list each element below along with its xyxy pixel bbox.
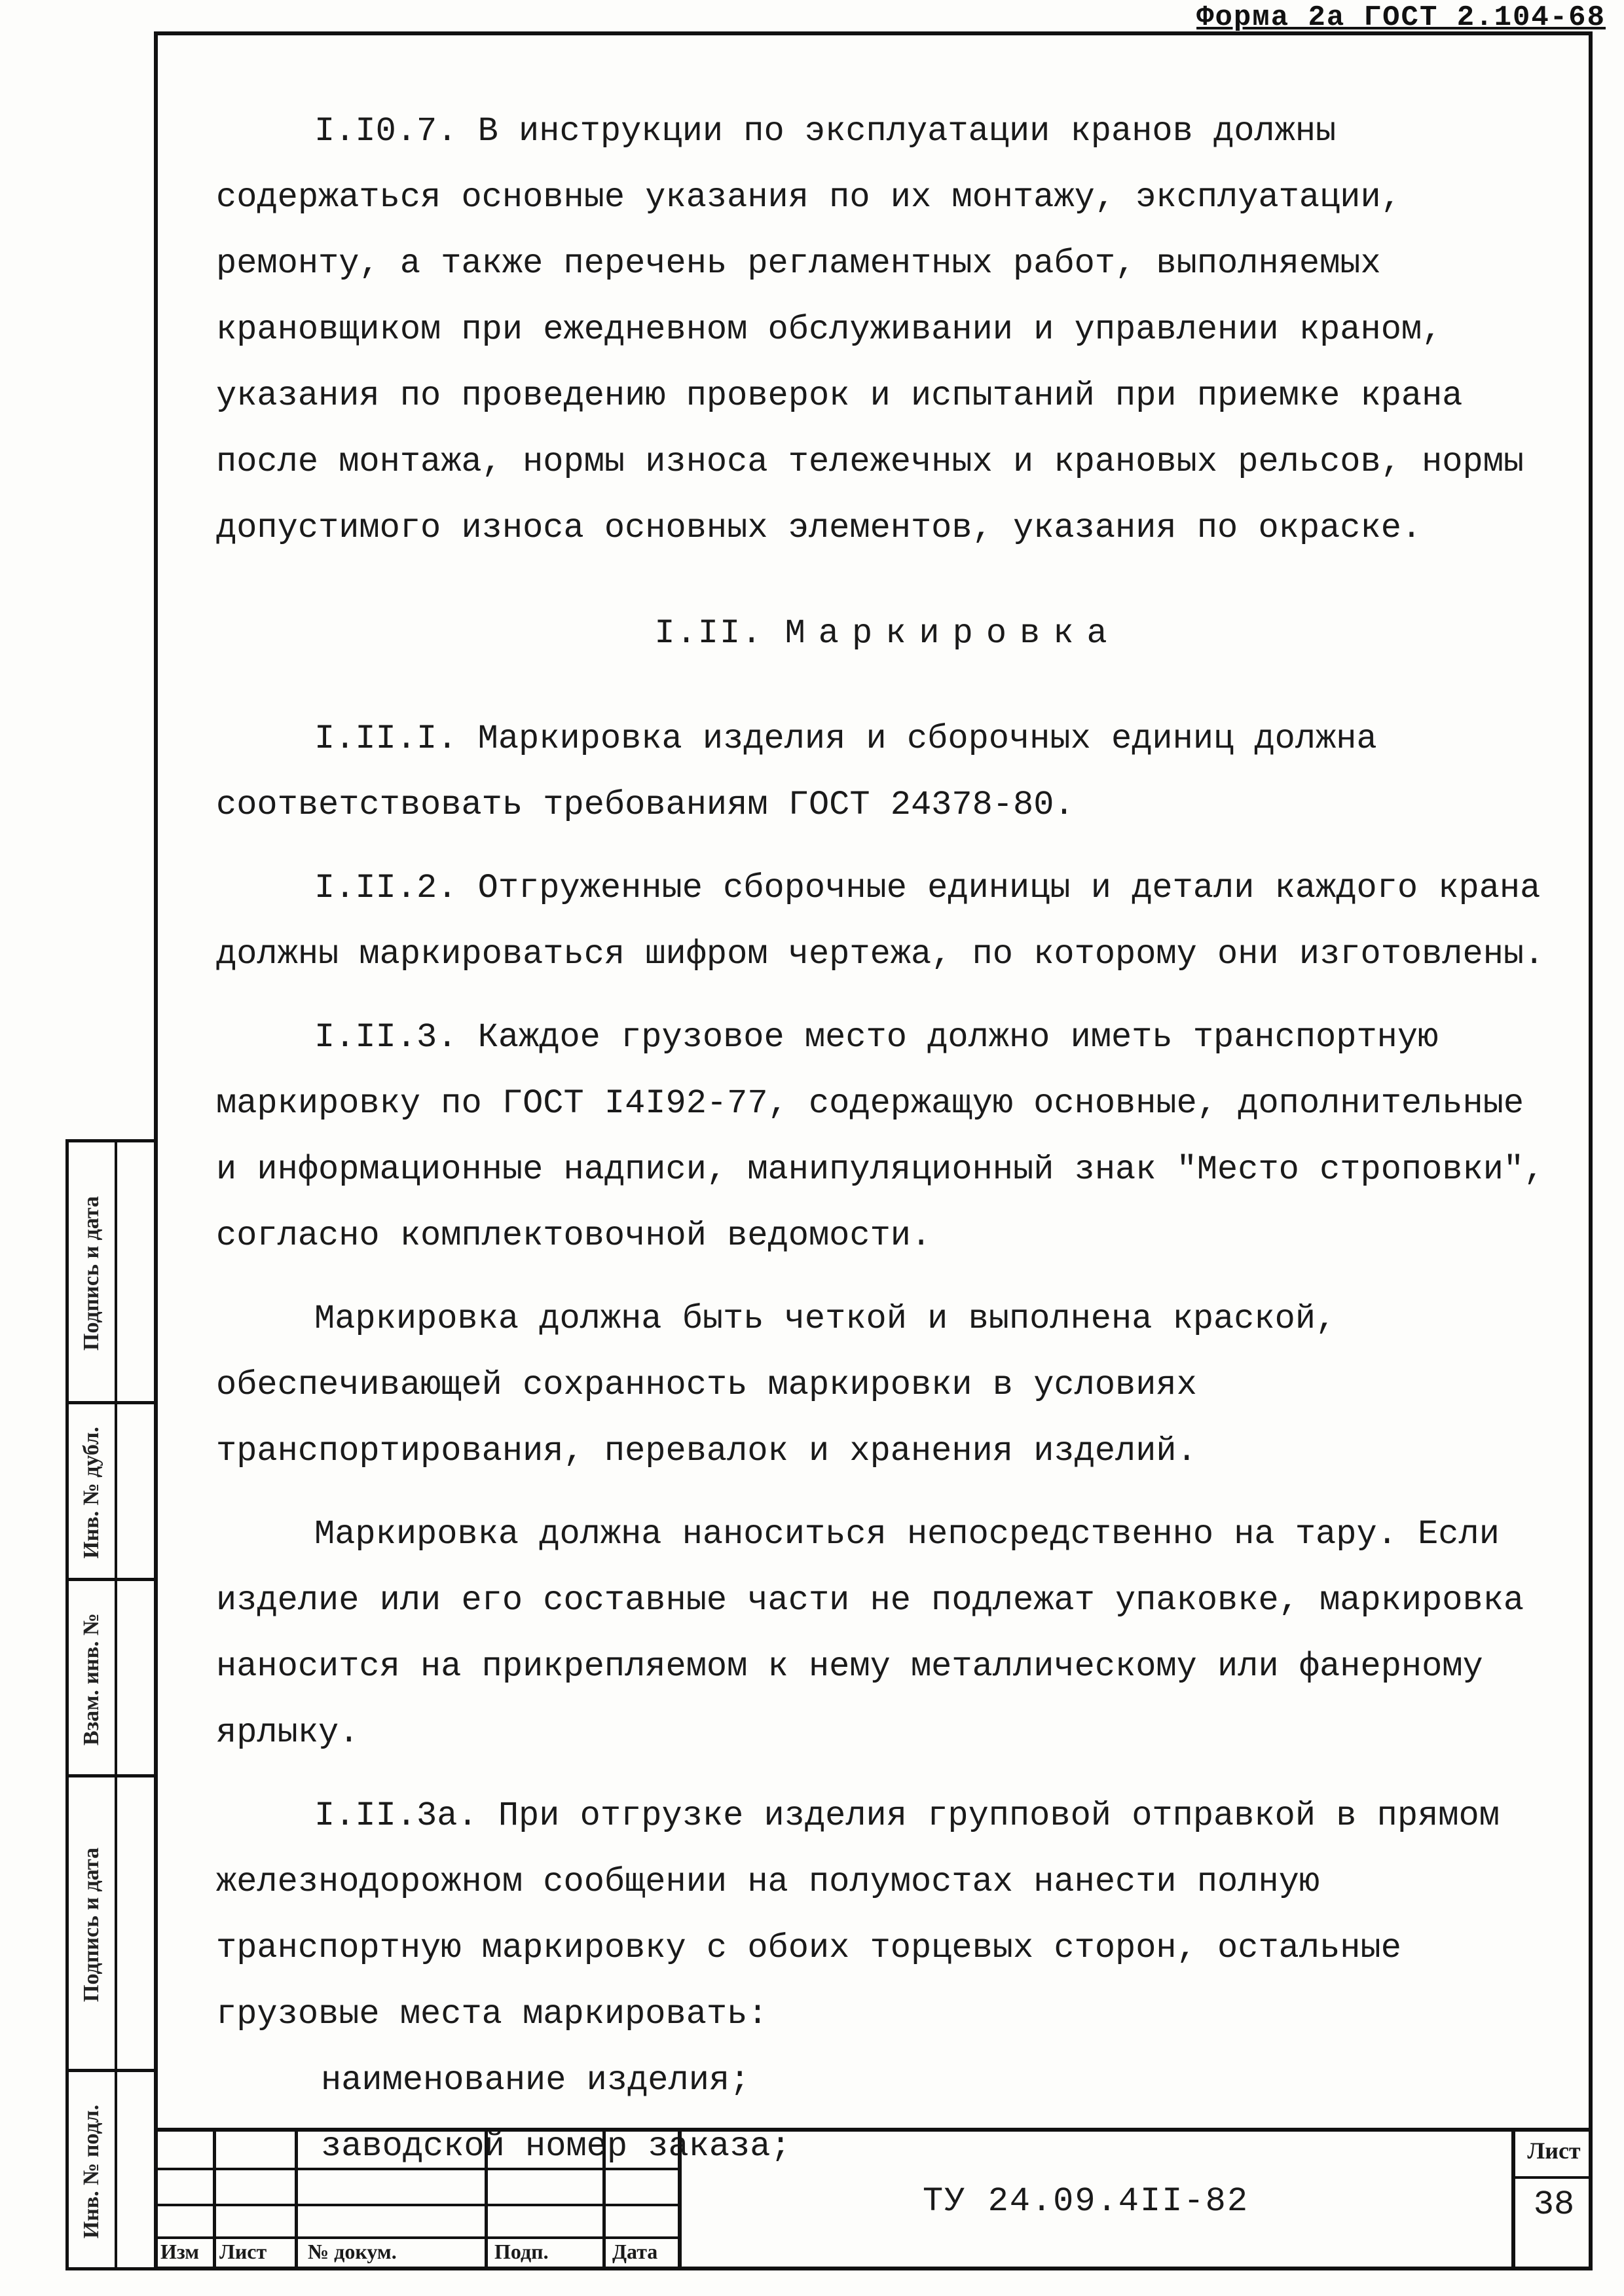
form-note: Форма 2а ГОСТ 2.104-68 — [1196, 1, 1606, 34]
title-block — [154, 2128, 1593, 2270]
paragraph-1-11-2: I.II.2. Отгруженные сборочные единицы и детали каждого крана должны маркироваться шифром чертежа, по которому они изготовлены. — [216, 869, 1545, 974]
strip-label-replacement-no: Взам. инв. № — [79, 1613, 103, 1746]
left-margin-strip — [65, 1139, 158, 2270]
label-signature: Подп. — [494, 2240, 549, 2263]
label-change: Изм — [160, 2240, 200, 2263]
sheet-label: Лист — [1527, 2138, 1581, 2164]
document-body — [216, 98, 1559, 2179]
grid-col-line — [602, 2132, 606, 2270]
strip-label-duplicate-no: Инв. № дубл. — [79, 1427, 104, 1559]
list-item: заводской номер заказа; — [321, 2127, 791, 2166]
paragraph-1-11-1: I.II.I. Маркировка изделия и сборочных единиц должна соответствовать требованиям ГОСТ 24378-80. — [216, 720, 1377, 824]
grid-row-line — [154, 2204, 678, 2206]
grid-col-line — [295, 2132, 298, 2270]
sheet-box — [1511, 2132, 1593, 2270]
strip-label-signature-date-bottom: Подпись и дата — [79, 1848, 104, 2002]
document-code: ТУ 24.09.4II-82 — [678, 2132, 1490, 2270]
paragraph-marking-placement: Маркировка должна наноситься непосредственно на тару. Если изделие или его составные части не подлежат упаковке, маркировка наносится на прикрепляемом к нему металлическому или фанерному ярлыку. — [216, 1515, 1524, 1752]
grid-col-line — [213, 2132, 216, 2270]
grid-row-line — [154, 2236, 678, 2239]
heading-title: Маркировка — [784, 614, 1120, 653]
grid-col-line — [485, 2132, 488, 2270]
strip-label-signature-date-top: Подпись и дата — [79, 1196, 104, 1351]
paragraph-1-11-3a: I.II.3а. При отгрузке изделия групповой отправкой в прямом железнодорожном сообщении на полумостах нанести полную транспортную маркировку с обоих торцевых сторон, остальные грузовые места маркировать: — [216, 1796, 1500, 2033]
strip-label-original-no: Инв. № подл. — [79, 2104, 104, 2238]
label-sheet: Лист — [219, 2240, 267, 2263]
label-document-no: № докум. — [308, 2240, 397, 2263]
title-block-revision-grid — [154, 2132, 678, 2270]
sheet-separator — [1515, 2176, 1593, 2179]
list-item: наименование изделия; — [321, 2061, 750, 2100]
sheet-number: 38 — [1533, 2185, 1575, 2224]
section-heading — [216, 600, 1559, 666]
grid-row-line — [154, 2168, 678, 2170]
paragraph-1-10-7: I.I0.7. В инструкции по эксплуатации кранов должны содержаться основные указания по их монтажу, эксплуатации, ремонту, а также перечень регламентных работ, выполняемых крановщиком при ежедневном обслуживании и управлении краном, указания по проведению проверок и испытаний при приемке крана после монтажа, нормы износа тележечных и крановых рельсов, нормы допустимого износа основных элементов, указания по окраске. — [216, 112, 1524, 547]
paragraph-marking-quality: Маркировка должна быть четкой и выполнена краской, обеспечивающей сохранность маркировки в условиях транспортирования, перевалок и хранения изделий. — [216, 1300, 1337, 1470]
label-date: Дата — [612, 2240, 658, 2263]
heading-number: I.II. — [654, 614, 764, 653]
paragraph-1-11-3: I.II.3. Каждое грузовое место должно иметь транспортную маркировку по ГОСТ I4I92-77, содержащую основные, дополнительные и информационные надписи, манипуляционный знак "Место строповки", согласно комплектовочной ведомости. — [216, 1018, 1545, 1255]
